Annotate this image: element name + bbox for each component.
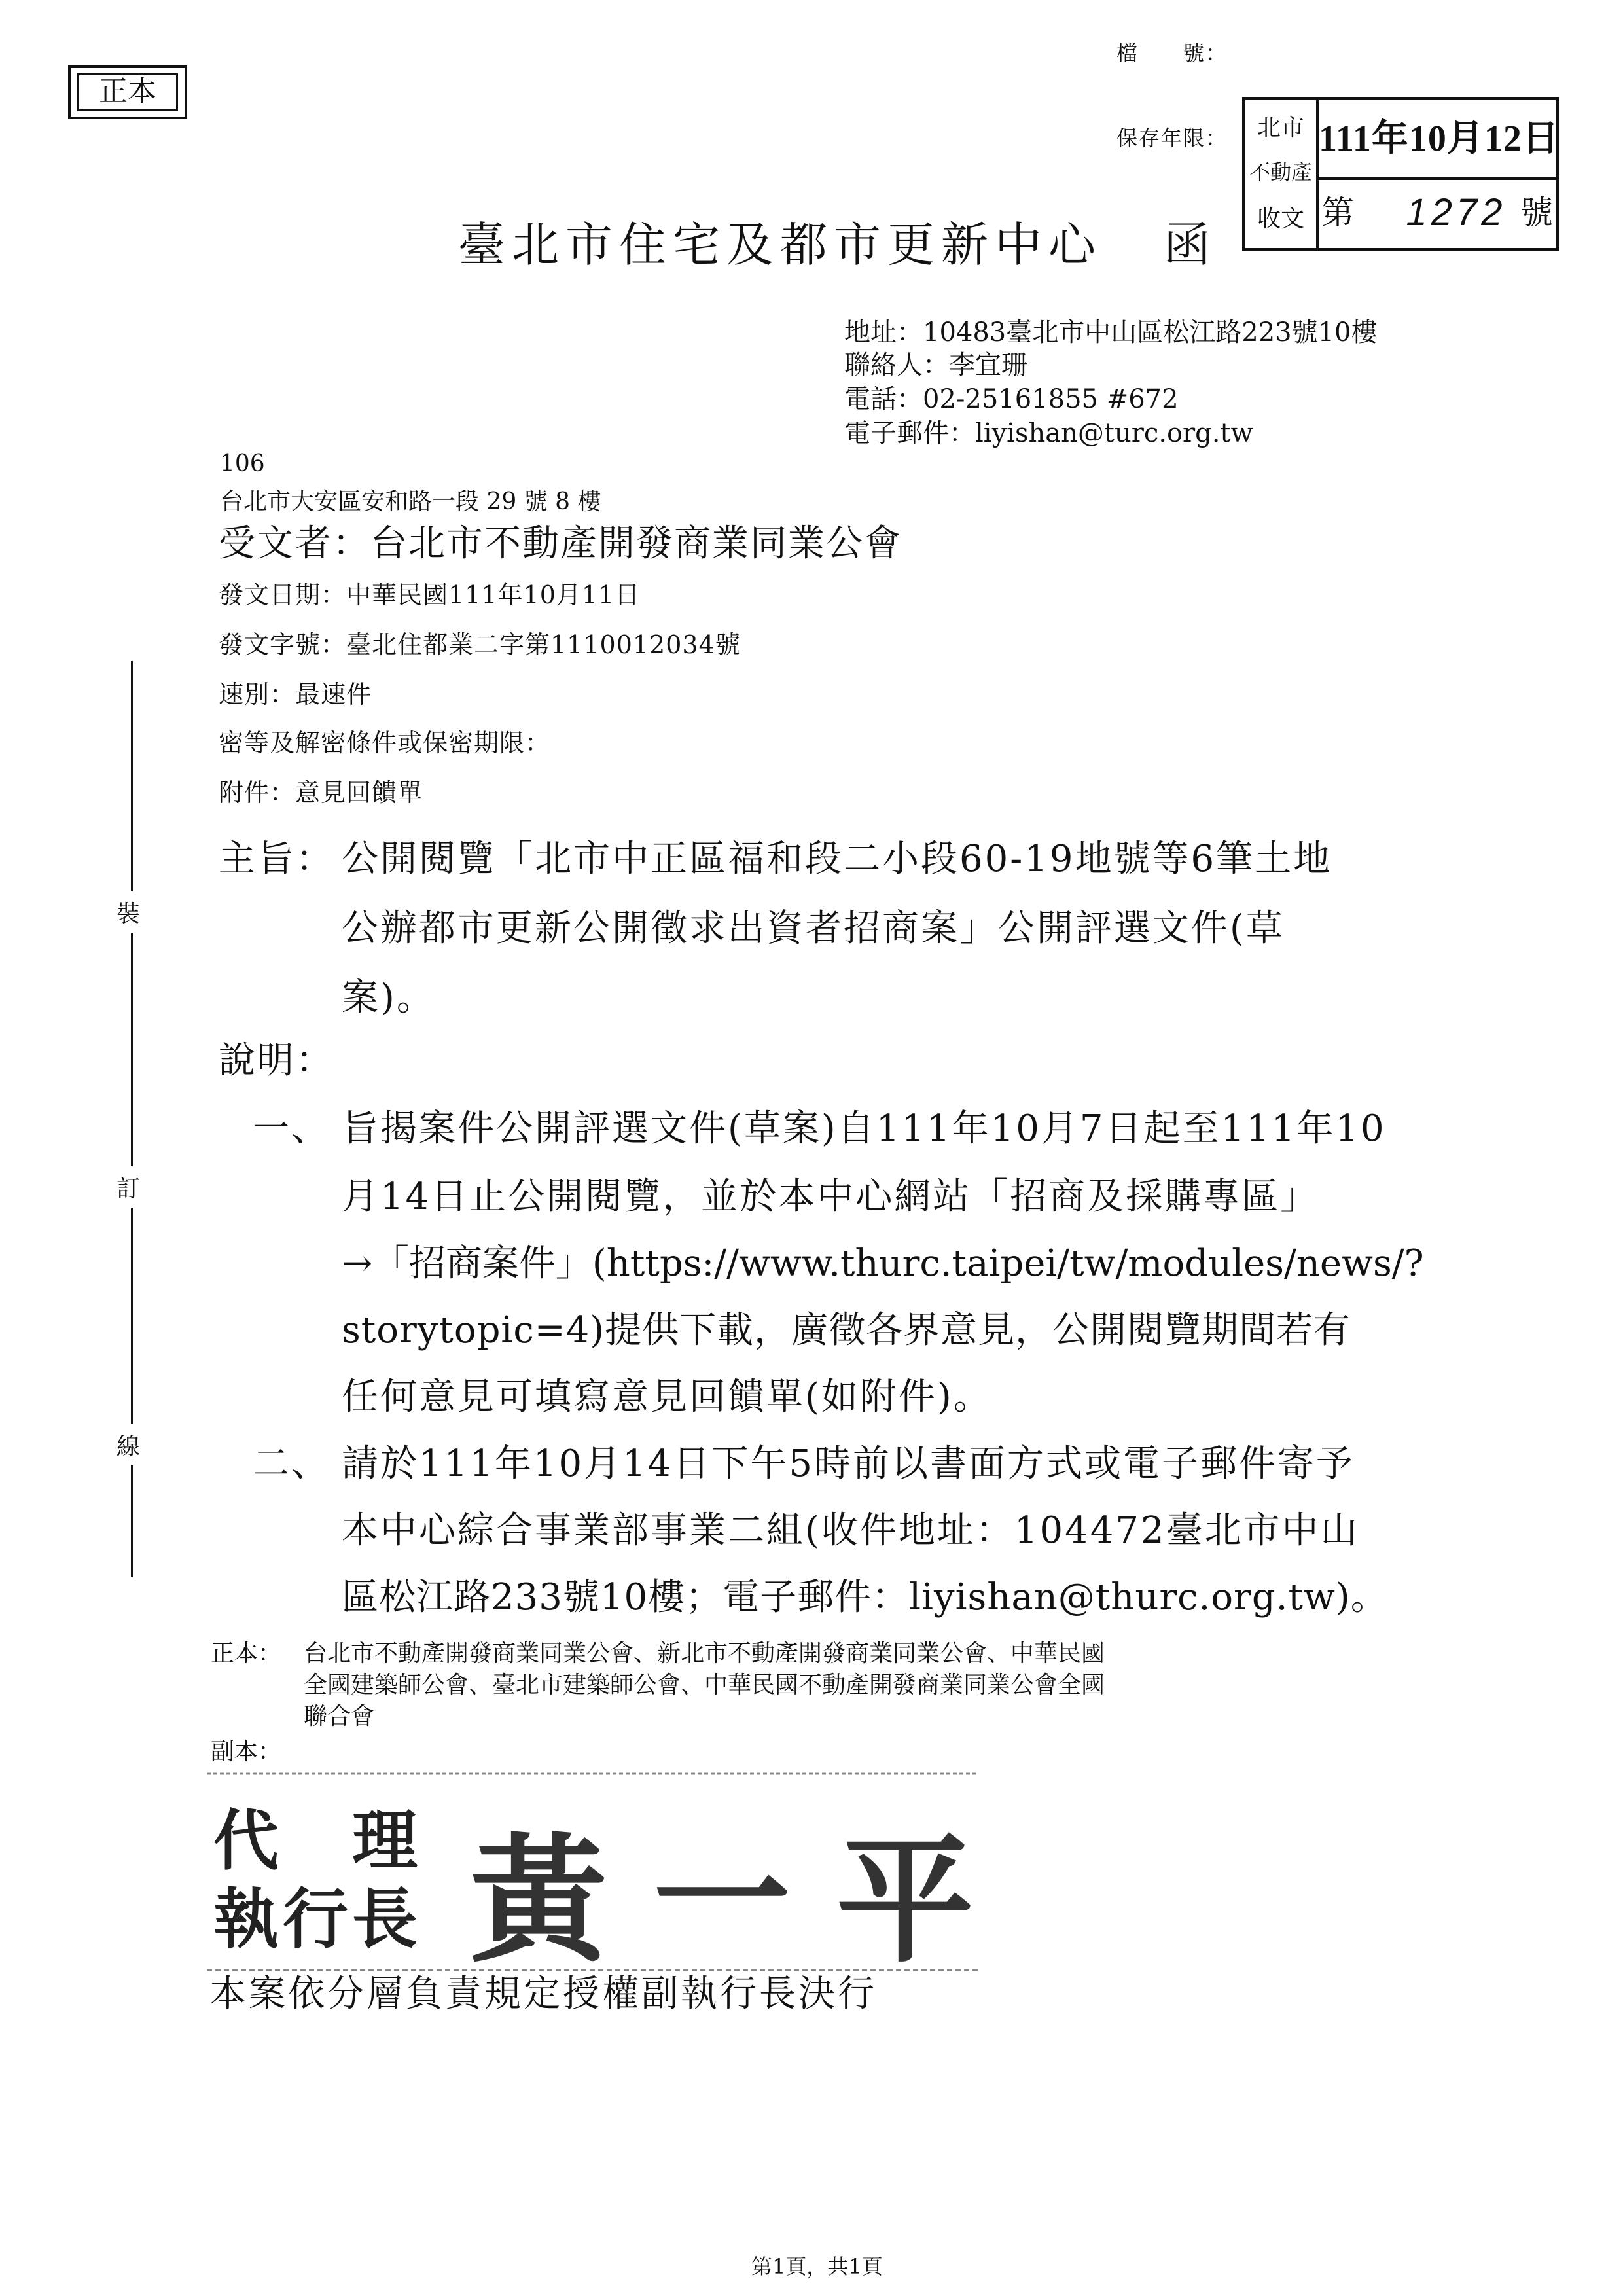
- copy-type-stamp: [68, 65, 187, 119]
- receipt-number: 1272: [1406, 191, 1507, 234]
- seal-title-line: 執行長: [213, 1880, 421, 1958]
- explanation-line: 區松江路233號10樓；電子郵件：liyishan@thurc.org.tw)。: [342, 1576, 1388, 1619]
- issuing-agency-title: 臺北市住宅及都市更新中心: [458, 217, 1103, 272]
- subject-line: 案)。: [342, 977, 435, 1019]
- contact-person: 聯絡人：李宜珊: [844, 350, 1027, 380]
- explanation-line: 請於111年10月14日下午5時前以書面方式或電子郵件寄予: [342, 1443, 1355, 1485]
- mailing-address: 台北市大安區安和路一段 29 號 8 樓: [220, 488, 601, 515]
- explanation-line: 月14日止公開閱覽，並於本中心網站「招商及採購專區」: [342, 1175, 1319, 1218]
- receipt-date: 111年10月12日: [1319, 100, 1556, 180]
- explanation-label: 說明：: [219, 1039, 334, 1082]
- receipt-org-line: 北市: [1257, 115, 1304, 141]
- mailing-zip: 106: [220, 450, 265, 477]
- receipt-stamp: [1242, 97, 1559, 251]
- attachment: 附件：意見回饋單: [219, 778, 423, 807]
- explanation-line: 旨揭案件公開評選文件(草案)自111年10月7日起至111年10: [342, 1107, 1386, 1150]
- explanation-item-number: 一、: [253, 1107, 330, 1150]
- contact-address: 地址：10483臺北市中山區松江路223號10樓: [844, 317, 1378, 348]
- recipient: 受文者：台北市不動產開發商業同業公會: [219, 522, 902, 565]
- binding-mark: 訂: [116, 1166, 140, 1208]
- retention-period-label: 保存年限：: [1116, 126, 1228, 151]
- subject-line: 公開閱覽「北市中正區福和段二小段60-19地號等6筆土地: [342, 838, 1332, 880]
- contact-email: 電子郵件：liyishan@turc.org.tw: [844, 418, 1253, 448]
- document-number: 發文字號：臺北住都業二字第1110012034號: [219, 630, 741, 659]
- original-recipients-line: 全國建築師公會、臺北市建築師公會、中華民國不動產開發商業同業公會全國: [304, 1672, 1105, 1698]
- binding-mark: 裝: [116, 891, 140, 933]
- original-recipients-line: 台北市不動產開發商業同業公會、新北市不動產開發商業同業公會、中華民國: [304, 1640, 1105, 1667]
- receipt-number-row: [1319, 177, 1556, 248]
- subject-label: 主旨：: [219, 838, 334, 880]
- signature-seal: [207, 1770, 1020, 1981]
- delegation-note: 本案依分層負責規定授權副執行長決行: [209, 1973, 877, 2015]
- receipt-number-suffix: 號: [1520, 194, 1553, 232]
- file-number-label: 檔 號：: [1116, 41, 1228, 65]
- receipt-stamp-org: [1245, 100, 1319, 248]
- seal-signatory-name: 黃一平: [470, 1820, 1020, 1981]
- explanation-line: →「招商案件」(https://www.thurc.taipei/tw/modules/news/?: [342, 1242, 1424, 1285]
- contact-phone: 電話：02-25161855 #672: [844, 384, 1179, 414]
- receipt-org-line: 不動產: [1249, 160, 1312, 185]
- binding-mark: 線: [116, 1424, 140, 1465]
- copy-type-label: 正本: [77, 73, 178, 111]
- explanation-line: 本中心綜合事業部事業二組(收件地址：104472臺北市中山: [342, 1509, 1359, 1552]
- copy-recipients-label: 副本：: [211, 1738, 282, 1765]
- receipt-org-line: 收文: [1257, 206, 1304, 232]
- explanation-item-number: 二、: [253, 1443, 330, 1485]
- original-recipients-label: 正本：: [211, 1640, 282, 1667]
- seal-text: [207, 1770, 1020, 1981]
- document-type: 函: [1164, 217, 1211, 272]
- original-recipients-line: 聯合會: [304, 1703, 375, 1730]
- seal-title-line: 代 理: [213, 1802, 421, 1879]
- explanation-line: storytopic=4)提供下載，廣徵各界意見，公開閱覽期間若有: [342, 1309, 1351, 1352]
- speed-class: 速別：最速件: [219, 680, 372, 709]
- issue-date: 發文日期：中華民國111年10月11日: [219, 581, 641, 609]
- secrecy-level: 密等及解密條件或保密期限：: [219, 728, 551, 757]
- explanation-line: 任何意見可填寫意見回饋單(如附件)。: [342, 1376, 992, 1418]
- receipt-number-prefix: 第: [1321, 194, 1354, 232]
- page-number: 第1頁，共1頁: [751, 2254, 883, 2279]
- subject-line: 公辦都市更新公開徵求出資者招商案」公開評選文件(草: [342, 907, 1285, 950]
